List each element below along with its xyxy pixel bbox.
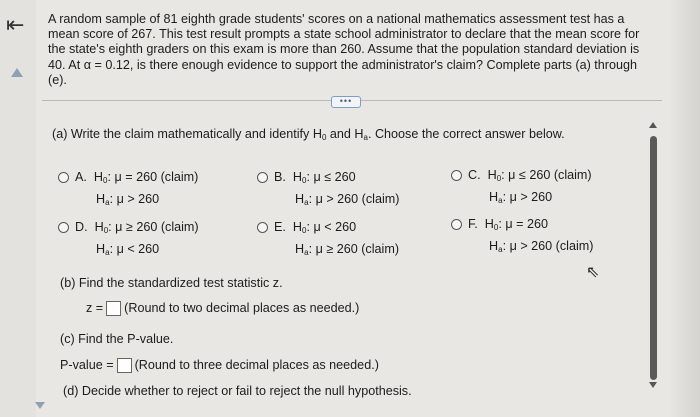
part-c-prompt: (c) Find the P-value. [60,332,174,346]
more-button[interactable]: ••• [331,96,361,108]
option-a[interactable]: A. $H_0$: μ = 260 (claim) $H_a$: μ > 260 [58,168,198,212]
mouse-cursor-icon: ⇖ [586,264,600,281]
option-d[interactable]: D. $H_0$: μ ≥ 260 (claim) $H_a$: μ < 260 [58,218,199,262]
option-f[interactable]: F. $H_0$: μ = 260 $H_a$: μ > 260 (claim) [451,215,593,259]
scroll-down-icon[interactable] [649,382,657,388]
radio-option-d[interactable] [58,222,69,233]
part-a-prompt: (a) Write the claim mathematically and identify $H_0$ and $H_a$. Choose the correct answer below. [52,127,565,142]
z-input[interactable] [106,301,121,316]
radio-option-e[interactable] [257,222,268,233]
back-arrow-icon[interactable]: ⇤ [6,12,25,37]
radio-option-b[interactable] [257,172,268,183]
option-b[interactable]: B. $H_0$: μ ≤ 260 $H_a$: μ > 260 (claim) [257,168,399,212]
option-c[interactable]: C. $H_0$: μ ≤ 260 (claim) $H_a$: μ > 260 [451,166,592,210]
part-d-prompt: (d) Decide whether to reject or fail to reject the null hypothesis. [63,384,412,398]
option-e[interactable]: E. $H_0$: μ < 260 $H_a$: μ ≥ 260 (claim) [257,218,399,262]
radio-option-c[interactable] [451,170,462,181]
p-value-answer-row: P-value = (Round to three decimal places as needed.) [60,358,379,372]
z-answer-row: z = (Round to two decimal places as needed.) [86,301,360,315]
part-b-prompt: (b) Find the standardized test statistic z. [60,276,283,290]
right-edge [668,0,700,417]
problem-statement: A random sample of 81 eighth grade students' scores on a national mathematics assessment test has a mean score of 267. This test result prompts a state school administrator to declare that the mean score for the state's eighth graders on this exam is more than 260. Assume that the population standard deviation is 40. At α = 0.12, is there enough evidence to support the administrator's claim? Complete parts (a) through (e). [48,12,640,87]
expand-down-icon[interactable] [35,402,45,409]
radio-option-f[interactable] [451,219,462,230]
scrollbar-thumb[interactable] [650,136,657,380]
left-nav-strip [0,0,36,417]
p-value-input[interactable] [117,358,132,373]
scroll-up-icon[interactable] [649,122,657,128]
expand-up-icon[interactable] [11,68,23,77]
radio-option-a[interactable] [58,172,69,183]
